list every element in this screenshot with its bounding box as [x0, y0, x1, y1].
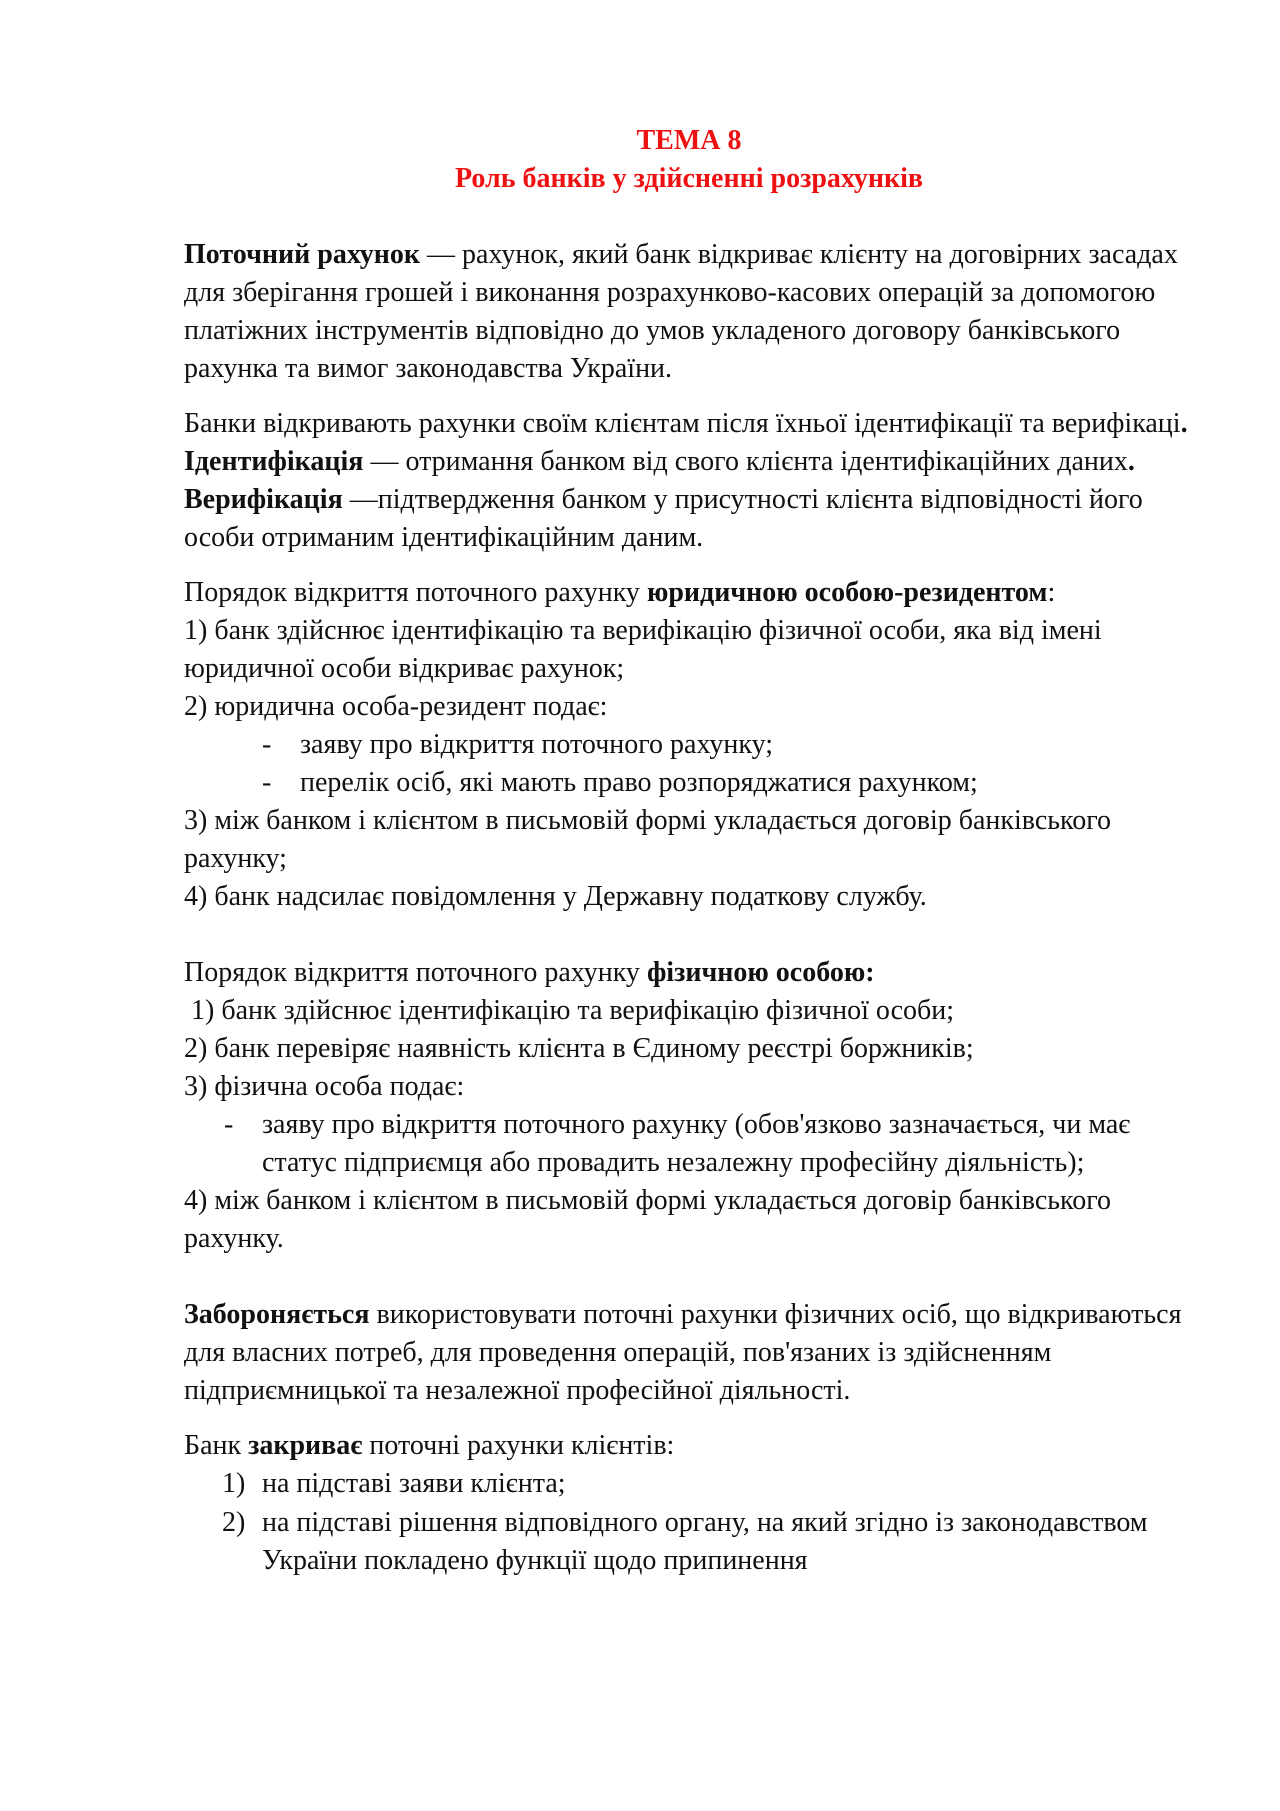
individual-intro	[184, 954, 1194, 992]
term-current-account: Поточний рахунок	[184, 239, 421, 270]
legal-step-2: 2) юридична особа-резидент подає:	[184, 691, 608, 722]
text-segment: Порядок відкриття поточного рахунку	[184, 957, 647, 988]
legal-sub-item-2	[184, 764, 1194, 802]
dash-marker: -	[262, 729, 272, 760]
paragraph-prohibited	[184, 1296, 1194, 1410]
individual-step-4: 4) між банком і клієнтом в письмовій формі укладається договір банківського рахунку.	[184, 1185, 1111, 1254]
legal-sub-item-1	[184, 726, 1194, 764]
dash-marker: -	[262, 767, 272, 798]
text-segment: заяву про відкриття поточного рахунку (обов'язково зазначається, чи має статус підприємця або провадить незалежну професійну діяльність);	[262, 1109, 1131, 1178]
text-segment: Порядок відкриття поточного рахунку	[184, 577, 647, 608]
text-segment: —підтвердження банком у присутності клієнта відповідності його особи отриманим ідентифікаційним даним.	[184, 484, 1143, 553]
legal-step-4: 4) банк надсилає повідомлення у Державну податкову службу.	[184, 881, 927, 912]
page-title: Роль банків у здійсненні розрахунків	[454, 163, 924, 194]
term-verification: . Верифікація	[184, 446, 1135, 515]
individual-sub-item-1	[184, 1106, 1194, 1182]
dash-marker: -	[224, 1109, 234, 1140]
section-legal-entity	[184, 574, 1194, 916]
document-body	[184, 122, 1194, 1581]
text-segment: перелік осіб, які мають право розпоряджатися рахунком;	[300, 767, 978, 798]
term-legal-entity: юридичною особою-резидентом	[646, 577, 1048, 608]
spacer	[184, 1258, 1194, 1296]
section-individual	[184, 954, 1194, 1258]
text-segment: заяву про відкриття поточного рахунку;	[300, 729, 774, 760]
definition-text: — рахунок, який банк відкриває клієнту на договірних засадах для зберігання грошей і виконання розрахунково-касових операцій за допомогою платіжних інструментів відповідно до умов укладеного договору банківського рахунка та вимог законодавства України.	[184, 239, 1178, 384]
paragraph-current-account	[184, 236, 1194, 388]
closing-item-1	[184, 1465, 1194, 1503]
spacer	[184, 916, 1194, 954]
list-number: 1)	[222, 1468, 246, 1499]
term-individual: фізичною особою:	[646, 957, 875, 988]
list-number: 2)	[222, 1507, 246, 1538]
section-closing	[184, 1427, 1194, 1580]
legal-intro	[184, 574, 1194, 612]
spacer	[184, 198, 1194, 236]
individual-step-1: 1) банк здійснює ідентифікацію та верифікацію фізичної особи;	[184, 995, 954, 1026]
text-segment: :	[1047, 577, 1056, 608]
closing-item-2	[184, 1504, 1194, 1580]
legal-step-3: 3) між банком і клієнтом в письмовій формі укладається договір банківського рахунку;	[184, 805, 1111, 874]
legal-step-1: 1) банк здійснює ідентифікацію та верифікацію фізичної особи, яка від імені юридичної особи відкриває рахунок;	[184, 615, 1102, 684]
text-segment: Банки відкривають рахунки своїм клієнтам після їхньої ідентифікації та верифікаці	[184, 408, 1181, 439]
text-segment: Банк	[184, 1430, 249, 1461]
paragraph-identification	[184, 405, 1194, 557]
individual-step-2: 2) банк перевіряє наявність клієнта в Єдиному реєстрі боржників;	[184, 1033, 974, 1064]
closing-intro	[184, 1427, 1194, 1465]
term-identification: . Ідентифікація	[184, 408, 1188, 477]
individual-step-3: 3) фізична особа подає:	[184, 1071, 465, 1102]
text-segment: на підставі заяви клієнта;	[262, 1468, 566, 1499]
text-segment: використовувати поточні рахунки фізичних осіб, що відкриваються для власних потреб, для проведення операцій, пов'язаних із здійсненням підприємницької та незалежної професійної діяльності.	[184, 1299, 1182, 1406]
text-segment: — отримання банком від свого клієнта ідентифікаційних даних	[363, 446, 1128, 477]
term-prohibited: Забороняється	[184, 1299, 370, 1330]
term-closes: закриває	[248, 1430, 363, 1461]
text-segment: на підставі рішення відповідного органу, на який згідно із законодавством України покладено функції щодо припинення	[262, 1507, 1148, 1576]
topic-number: ТЕМА 8	[636, 125, 742, 156]
text-segment: поточні рахунки клієнтів:	[362, 1430, 675, 1461]
